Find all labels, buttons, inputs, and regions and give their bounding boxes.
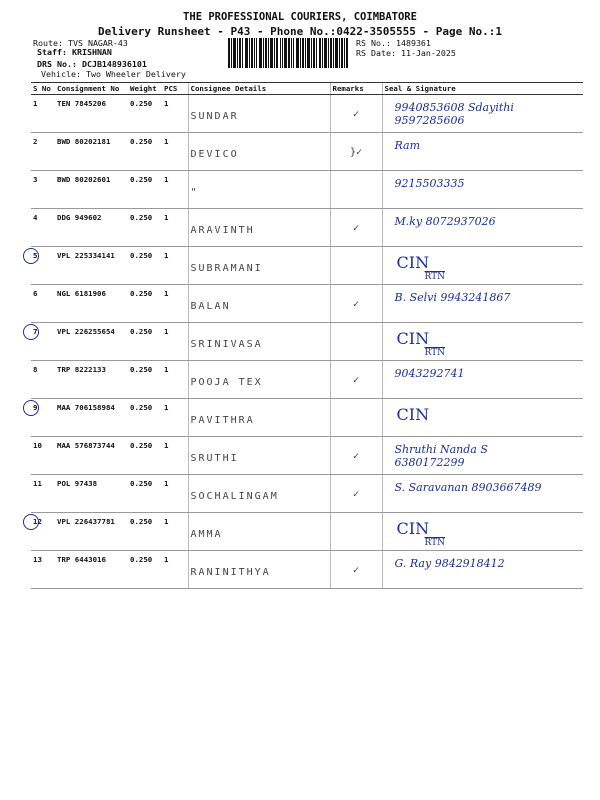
consignment-no: VPL 226437781 [55,513,128,551]
seal-signature [382,437,583,475]
remark-mark: }✓ [349,147,363,158]
consignee-handwriting: RANINITHYA [190,567,271,578]
signature-line: B. Selvi 9943241867 [394,291,511,304]
pcs: 1 [162,437,188,475]
remark [330,285,382,323]
consignee-handwriting: AMMA [190,529,223,540]
signature-line: Ram [394,139,421,152]
pcs: 1 [162,323,188,361]
col-weight: Weight [128,83,162,95]
pcs: 1 [162,399,188,437]
rs-number: RS No.: 1489361 [356,38,431,48]
consignment-no: BWD 80202601 [55,171,128,209]
remark [330,133,382,171]
consignee-handwriting: PAVITHRA [190,415,255,426]
table-row [31,475,583,513]
col-consignee: Consignee Details [188,83,330,95]
signature-line-2: $\overline{RTN}$ [424,348,445,358]
remark [330,323,382,361]
weight: 0.250 [128,475,162,513]
signature-line-2: 9597285606 [394,114,465,127]
table-row [31,209,583,247]
consignment-no: VPL 225334141 [55,247,128,285]
consignment-no: TEN 7845206 [55,95,128,133]
pcs: 1 [162,361,188,399]
consignee-handwriting: DEVICO [190,149,239,160]
col-sno: S No [31,83,55,95]
consignment-no: BWD 80202181 [55,133,128,171]
row-sno: 7 [31,323,55,361]
consignee-handwriting: " [190,187,199,198]
signature-line: CIN [396,253,430,272]
weight: 0.250 [128,323,162,361]
remark [330,475,382,513]
seal-signature [382,399,583,437]
row-sno: 9 [31,399,55,437]
pcs: 1 [162,209,188,247]
signature-line: CIN [396,519,430,538]
signature-line: S. Saravanan 8903667489 [394,481,542,494]
consignee-details [188,513,330,551]
col-pcs: PCS [162,83,188,95]
seal-signature [382,133,583,171]
weight: 0.250 [128,95,162,133]
row-sno: 12 [31,513,55,551]
consignee-handwriting: SRUTHI [190,453,239,464]
signature-line: CIN [396,405,430,424]
consignee-handwriting: SRINIVASA [190,339,263,350]
runsheet-title: Delivery Runsheet - P43 - Phone No.:0422-3505555 - Page No.:1 [98,25,502,38]
sno-circle-mark [23,324,39,340]
weight: 0.250 [128,133,162,171]
table-row [31,133,583,171]
table-row [31,323,583,361]
remark [330,437,382,475]
table-row [31,361,583,399]
weight: 0.250 [128,399,162,437]
weight: 0.250 [128,209,162,247]
consignee-details [188,323,330,361]
seal-signature [382,95,583,133]
remark-mark: ✓ [352,299,360,310]
row-sno: 11 [31,475,55,513]
consignee-details [188,209,330,247]
consignment-no: TRP 8222133 [55,361,128,399]
remark-mark: ✓ [352,109,360,120]
consignee-details [188,399,330,437]
table-row [31,285,583,323]
consignment-no: NGL 6181906 [55,285,128,323]
consignee-details [188,361,330,399]
pcs: 1 [162,285,188,323]
row-sno: 6 [31,285,55,323]
remark-mark: ✓ [352,451,360,462]
table-row [31,551,583,589]
remark [330,209,382,247]
consignee-details [188,247,330,285]
signature-line-2: $\overline{RTN}$ [424,272,445,282]
row-sno: 3 [31,171,55,209]
signature-line: 9215503335 [394,177,465,190]
consignee-details [188,285,330,323]
remark [330,399,382,437]
pcs: 1 [162,475,188,513]
signature-line: 9043292741 [394,367,465,380]
drs-info: DRS No.: DCJB148936101 [37,59,147,69]
seal-signature [382,171,583,209]
consignee-details [188,133,330,171]
signature-line-2: 6380172299 [394,456,465,469]
consignee-handwriting: BALAN [190,301,231,312]
pcs: 1 [162,513,188,551]
seal-signature [382,475,583,513]
sno-circle-mark [23,400,39,416]
table-row [31,399,583,437]
weight: 0.250 [128,171,162,209]
table-row [31,171,583,209]
weight: 0.250 [128,551,162,589]
table-row [31,513,583,551]
consignee-details [188,437,330,475]
signature-line: CIN [396,329,430,348]
signature-line: G. Ray 9842918412 [394,557,505,570]
consignee-handwriting: POOJA TEX [190,377,263,388]
seal-signature [382,513,583,551]
runsheet-table-wrapper [31,82,583,586]
table-header-row [31,83,583,95]
vehicle-info: Vehicle: Two Wheeler Delivery [41,69,186,79]
seal-signature [382,209,583,247]
rs-date: RS Date: 11-Jan-2025 [356,48,456,58]
row-sno: 10 [31,437,55,475]
route-info: Route: TVS NAGAR-43 [33,38,128,48]
consignment-no: VPL 226255654 [55,323,128,361]
table-row [31,247,583,285]
staff-info: Staff: KRISHNAN [37,47,112,57]
consignee-details [188,171,330,209]
row-sno: 8 [31,361,55,399]
weight: 0.250 [128,247,162,285]
row-sno: 4 [31,209,55,247]
signature-line: Shruthi Nanda S [394,443,488,456]
seal-signature [382,285,583,323]
consignment-no: POL 97438 [55,475,128,513]
row-sno: 13 [31,551,55,589]
row-sno: 1 [31,95,55,133]
consignee-handwriting: SOCHALINGAM [190,491,279,502]
consignment-no: DDG 949602 [55,209,128,247]
signature-line: 9940853608 Sdayithi [394,101,514,114]
sno-circle-mark [23,514,39,530]
remark [330,95,382,133]
pcs: 1 [162,133,188,171]
remark-mark: ✓ [352,565,360,576]
signature-line-2: $\overline{RTN}$ [424,538,445,548]
remark [330,361,382,399]
remark-mark: ✓ [352,223,360,234]
seal-signature [382,361,583,399]
table-row [31,95,583,133]
remark-mark: ✓ [352,375,360,386]
consignment-no: MAA 576873744 [55,437,128,475]
weight: 0.250 [128,361,162,399]
consignee-details [188,95,330,133]
company-name: THE PROFESSIONAL COURIERS, COIMBATORE [183,11,417,23]
consignee-handwriting: ARAVINTH [190,225,255,236]
pcs: 1 [162,247,188,285]
weight: 0.250 [128,437,162,475]
consignee-handwriting: SUBRAMANI [190,263,263,274]
sno-circle-mark [23,248,39,264]
col-remarks: Remarks [330,83,382,95]
row-sno: 5 [31,247,55,285]
remark [330,247,382,285]
signature-line: M.ky 8072937026 [394,215,496,228]
col-consignment: Consignment No [55,83,128,95]
table-body [31,95,583,589]
seal-signature [382,551,583,589]
remark [330,171,382,209]
seal-signature [382,323,583,361]
col-signature: Seal & Signature [382,83,583,95]
consignee-handwriting: SUNDAR [190,111,239,122]
runsheet-table [31,82,583,589]
pcs: 1 [162,551,188,589]
remark-mark: ✓ [352,489,360,500]
consignment-no: TRP 6443016 [55,551,128,589]
barcode [228,38,348,68]
pcs: 1 [162,95,188,133]
weight: 0.250 [128,285,162,323]
row-sno: 2 [31,133,55,171]
consignee-details [188,551,330,589]
pcs: 1 [162,171,188,209]
consignee-details [188,475,330,513]
remark [330,551,382,589]
table-row [31,437,583,475]
weight: 0.250 [128,513,162,551]
consignment-no: MAA 706158984 [55,399,128,437]
seal-signature [382,247,583,285]
remark [330,513,382,551]
